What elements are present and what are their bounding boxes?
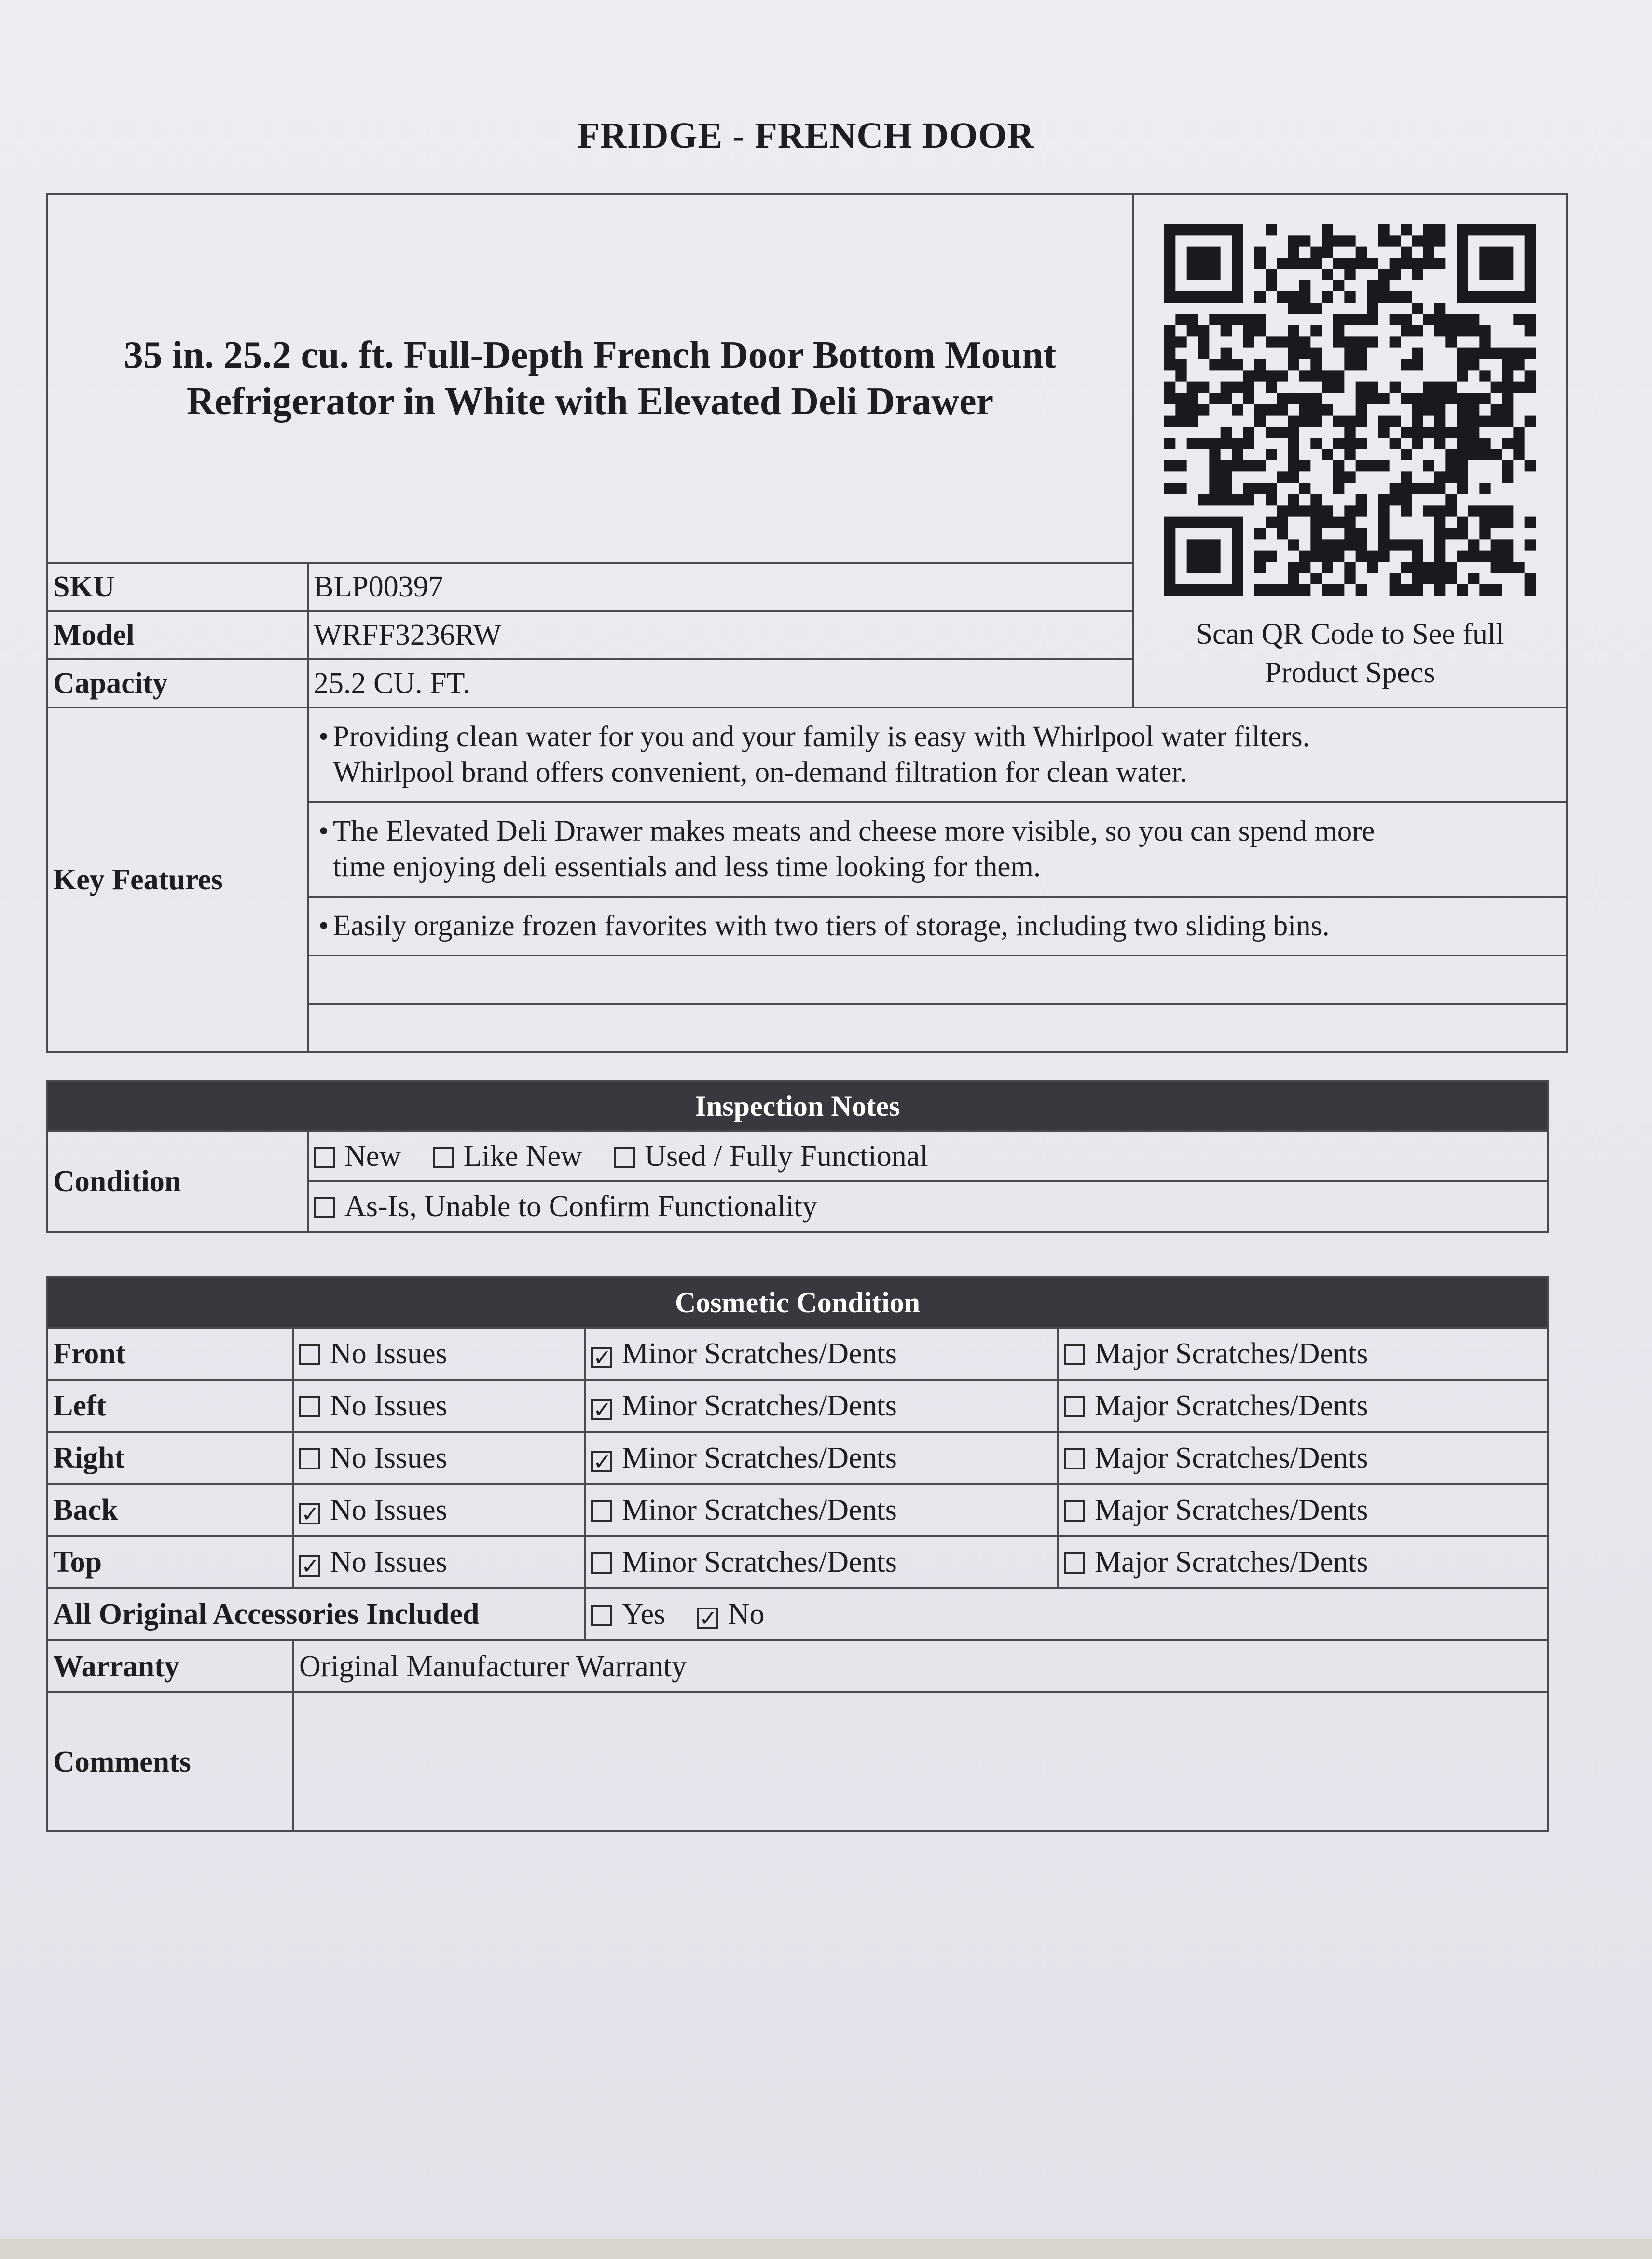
- spec-value: 25.2 CU. FT.: [308, 659, 1133, 707]
- spec-label: Capacity: [47, 659, 308, 707]
- option-label: Major Scratches/Dents: [1095, 1493, 1368, 1526]
- qr-caption-line1: Scan QR Code to See full: [1196, 618, 1504, 651]
- option-label: Yes: [622, 1597, 666, 1631]
- option-label: No Issues: [330, 1493, 447, 1526]
- checkbox-no-issues[interactable]: [299, 1396, 320, 1417]
- qr-cell: [1133, 194, 1567, 707]
- qr-code-icon[interactable]: [1164, 224, 1536, 596]
- checkbox-no-issues[interactable]: ✓: [299, 1555, 320, 1577]
- checkbox-minor[interactable]: [591, 1500, 612, 1522]
- product-name: [47, 194, 1133, 563]
- inspection-header: Inspection Notes: [47, 1081, 1548, 1131]
- cosmetic-table: [46, 1276, 1549, 1832]
- cosmetic-row-label: Back: [47, 1484, 293, 1536]
- option-label: Minor Scratches/Dents: [622, 1493, 897, 1526]
- option-label: Major Scratches/Dents: [1095, 1337, 1368, 1370]
- feature-text: Providing clean water for you and your family is easy with Whirlpool water filters.: [333, 721, 1310, 753]
- qr-caption-line2: Product Specs: [1265, 656, 1435, 689]
- checkbox-no-issues[interactable]: [299, 1344, 320, 1365]
- cosmetic-row-label: Right: [47, 1432, 293, 1484]
- feature-item: [308, 707, 1567, 802]
- checkbox-no-issues[interactable]: ✓: [299, 1503, 320, 1524]
- spec-value: BLP00397: [308, 563, 1133, 611]
- cosmetic-row-left: [47, 1380, 1548, 1432]
- option-label: No Issues: [330, 1545, 447, 1579]
- checkbox-minor[interactable]: ✓: [591, 1451, 612, 1472]
- warranty-label: Warranty: [47, 1640, 293, 1692]
- accessories-label: All Original Accessories Included: [47, 1588, 585, 1640]
- spec-value: WRFF3236RW: [308, 611, 1133, 659]
- checkbox-as-is[interactable]: [314, 1197, 335, 1218]
- cosmetic-row-front: [47, 1328, 1548, 1380]
- cosmetic-row-top: [47, 1536, 1548, 1588]
- cosmetic-row-right: [47, 1432, 1548, 1484]
- option-label: Minor Scratches/Dents: [622, 1441, 897, 1474]
- comments-field[interactable]: [293, 1692, 1548, 1831]
- option-label: Major Scratches/Dents: [1095, 1545, 1368, 1579]
- cosmetic-row-label: Top: [47, 1536, 293, 1588]
- checkbox-no-issues[interactable]: [299, 1448, 320, 1469]
- checkbox-new[interactable]: [314, 1147, 335, 1168]
- option-label: Major Scratches/Dents: [1095, 1389, 1368, 1422]
- checkbox-major[interactable]: [1064, 1552, 1085, 1574]
- checkbox-like-new[interactable]: [433, 1147, 454, 1168]
- option-label: New: [344, 1139, 401, 1173]
- page-title: FRIDGE - FRENCH DOOR: [577, 115, 1034, 156]
- option-label: Minor Scratches/Dents: [622, 1545, 897, 1579]
- checkbox-major[interactable]: [1064, 1344, 1085, 1365]
- option-label: No Issues: [330, 1441, 447, 1474]
- feature-item: [308, 802, 1567, 897]
- bullet-icon: •: [318, 815, 329, 847]
- checkbox-major[interactable]: [1064, 1500, 1085, 1522]
- checkbox-minor[interactable]: ✓: [591, 1399, 612, 1420]
- option-label: As-Is, Unable to Confirm Functionality: [344, 1190, 817, 1223]
- feature-text: Easily organize frozen favorites with two tiers of storage, including two sliding bins.: [333, 910, 1330, 942]
- feature-empty-row: [308, 1004, 1567, 1052]
- feature-text: time enjoying deli essentials and less time looking for them.: [333, 851, 1041, 883]
- spec-label: SKU: [47, 563, 308, 611]
- bullet-icon: •: [318, 910, 329, 942]
- product-name-line2: Refrigerator in White with Elevated Deli Drawer: [186, 380, 994, 423]
- feature-text: The Elevated Deli Drawer makes meats and cheese more visible, so you can spend more: [333, 815, 1375, 847]
- product-name-line1: 35 in. 25.2 cu. ft. Full-Depth French Door Bottom Mount: [124, 334, 1057, 376]
- inspection-table: [46, 1080, 1549, 1233]
- checkbox-used[interactable]: [614, 1147, 635, 1168]
- feature-empty-row: [308, 956, 1567, 1004]
- key-features-label: Key Features: [47, 707, 308, 1052]
- option-label: No Issues: [330, 1389, 447, 1422]
- option-label: No: [728, 1597, 765, 1631]
- qr-caption: [1139, 615, 1561, 692]
- option-label: Major Scratches/Dents: [1095, 1441, 1368, 1474]
- comments-label: Comments: [47, 1692, 293, 1831]
- checkbox-major[interactable]: [1064, 1396, 1085, 1417]
- cosmetic-row-label: Left: [47, 1380, 293, 1432]
- cosmetic-header: Cosmetic Condition: [47, 1277, 1548, 1328]
- option-label: Like New: [463, 1139, 582, 1173]
- checkbox-accessories-yes[interactable]: [591, 1605, 612, 1626]
- warranty-value: Original Manufacturer Warranty: [293, 1640, 1548, 1692]
- checkbox-minor[interactable]: ✓: [591, 1347, 612, 1368]
- option-label: Minor Scratches/Dents: [622, 1389, 897, 1422]
- option-label: Used / Fully Functional: [645, 1139, 928, 1173]
- bullet-icon: •: [318, 721, 329, 753]
- feature-text: Whirlpool brand offers convenient, on-demand filtration for clean water.: [333, 756, 1187, 789]
- cosmetic-row-back: [47, 1484, 1548, 1536]
- option-label: No Issues: [330, 1337, 447, 1370]
- product-table: [46, 193, 1568, 1053]
- checkbox-major[interactable]: [1064, 1448, 1085, 1469]
- feature-item: [308, 897, 1567, 956]
- checkbox-minor[interactable]: [591, 1552, 612, 1574]
- condition-label: Condition: [47, 1131, 308, 1232]
- checkbox-accessories-no[interactable]: ✓: [697, 1608, 718, 1629]
- spec-label: Model: [47, 611, 308, 659]
- option-label: Minor Scratches/Dents: [622, 1337, 897, 1370]
- cosmetic-row-label: Front: [47, 1328, 293, 1380]
